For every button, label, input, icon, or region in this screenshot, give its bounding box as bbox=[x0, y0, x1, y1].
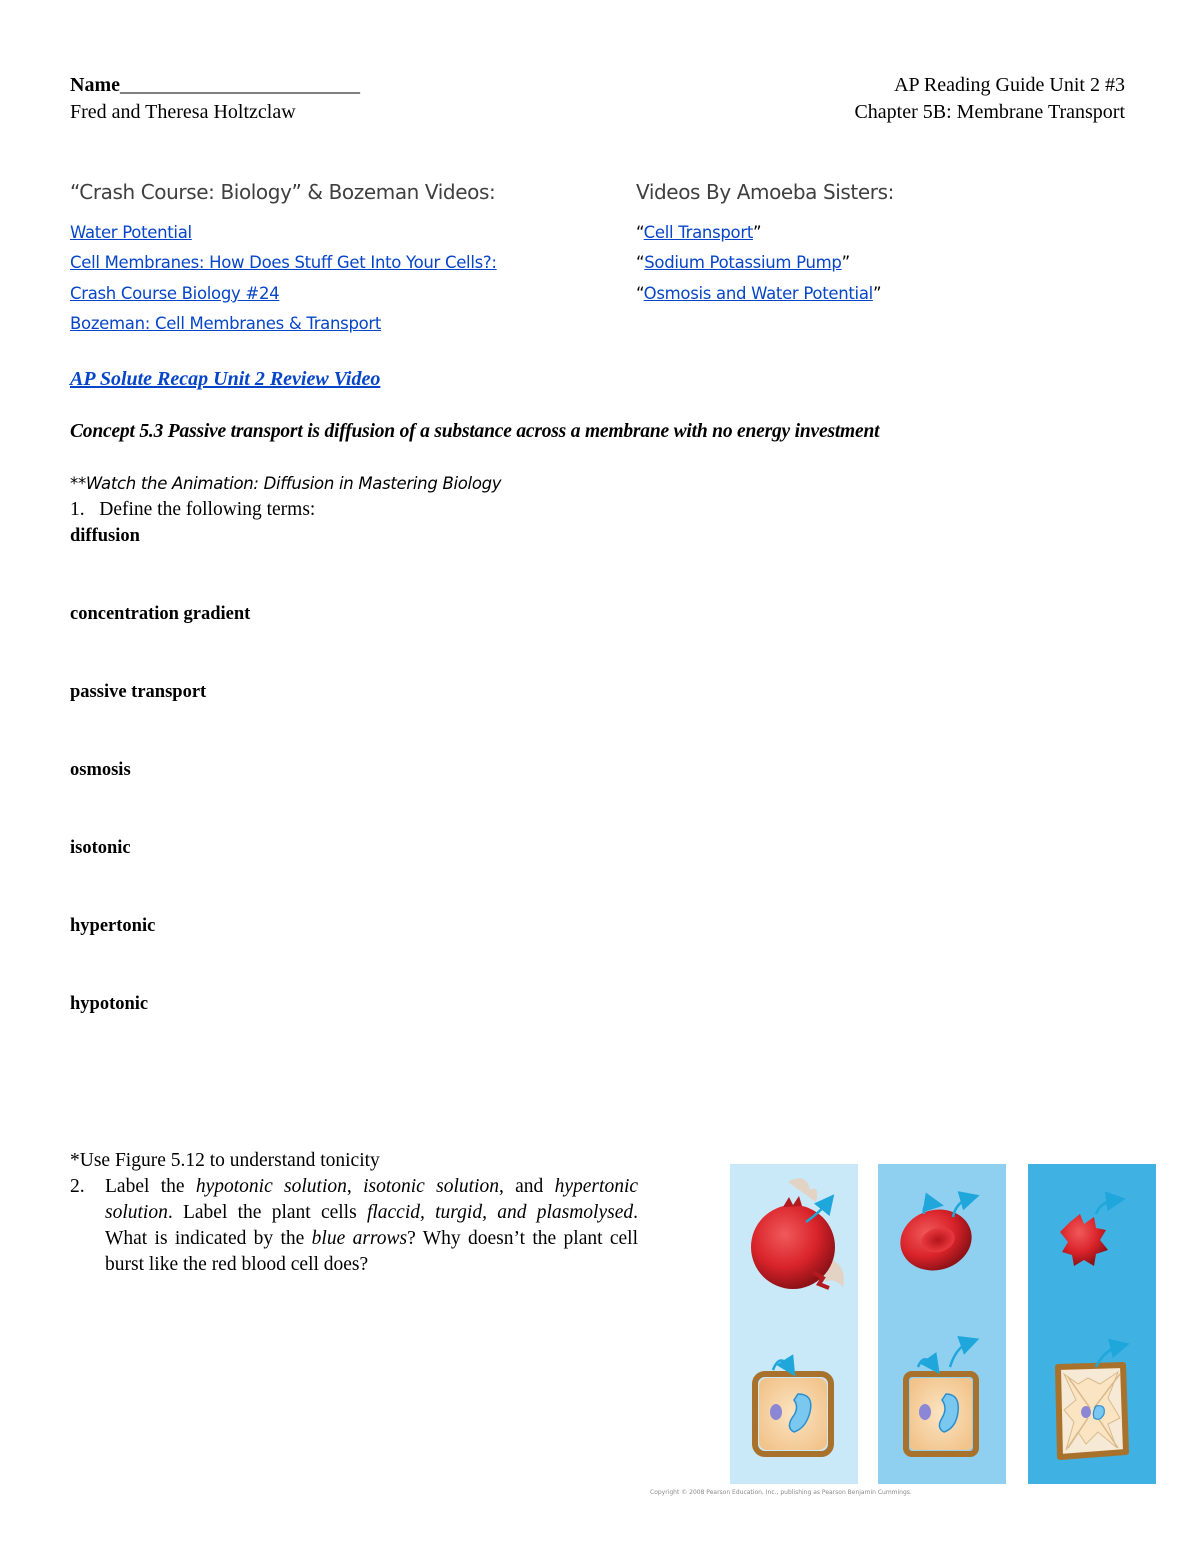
videos-left-heading: “Crash Course: Biology” & Bozeman Videos: bbox=[70, 180, 496, 204]
term-hypertonic: hypertonic bbox=[70, 916, 156, 936]
term-osmosis: osmosis bbox=[70, 760, 131, 780]
q2-part: Label the bbox=[105, 1176, 196, 1197]
q2-italic: hypertonic solution bbox=[105, 1176, 639, 1223]
chapter-title: Chapter 5B: Membrane Transport bbox=[854, 101, 1125, 123]
q2-body bbox=[70, 1174, 638, 1278]
tonicity-figure bbox=[728, 1162, 1158, 1487]
amoeba-item-2 bbox=[636, 253, 850, 272]
q2-italic: flaccid, turgid, and plasmolysed bbox=[366, 1202, 634, 1223]
concept-heading: Concept 5.3 Passive transport is diffusion of a substance across a membrane with no energy investment bbox=[70, 421, 880, 442]
q2-italic: isotonic solution bbox=[363, 1176, 499, 1197]
q1-number: 1. bbox=[70, 499, 85, 520]
guide-title: AP Reading Guide Unit 2 #3 bbox=[894, 74, 1125, 96]
name-blank[interactable]: ________________________ bbox=[119, 74, 360, 96]
amoeba-item-1 bbox=[636, 223, 761, 242]
video-link-crash-course-24[interactable]: Crash Course Biology #24 bbox=[70, 284, 280, 303]
term-passive-transport: passive transport bbox=[70, 682, 207, 702]
video-link-cell-membranes[interactable]: Cell Membranes: How Does Stuff Get Into Your Cells?: bbox=[70, 253, 497, 272]
name-label: Name bbox=[70, 74, 120, 96]
term-hypotonic: hypotonic bbox=[70, 994, 149, 1014]
q2-part: , and bbox=[498, 1176, 555, 1197]
recap-video-link[interactable]: AP Solute Recap Unit 2 Review Video bbox=[70, 368, 381, 390]
videos-right-heading: Videos By Amoeba Sisters: bbox=[636, 180, 894, 204]
q2-part: . What is indicated by the bbox=[105, 1202, 638, 1249]
close-quote: ” bbox=[752, 223, 762, 242]
open-quote: “ bbox=[636, 253, 645, 272]
q2-part: . Label the plant cells bbox=[167, 1202, 367, 1223]
plant-cell-turgid bbox=[755, 1360, 831, 1454]
q2-italic: hypotonic solution bbox=[195, 1176, 347, 1197]
video-link-water-potential[interactable]: Water Potential bbox=[70, 223, 192, 242]
q2-text bbox=[105, 1174, 638, 1278]
video-link-sodium-potassium[interactable]: Sodium Potassium Pump bbox=[644, 253, 842, 272]
authors: Fred and Theresa Holtzclaw bbox=[70, 101, 296, 123]
video-link-osmosis[interactable]: Osmosis and Water Potential bbox=[643, 284, 873, 303]
open-quote: “ bbox=[636, 284, 644, 303]
close-quote: ” bbox=[841, 253, 850, 272]
close-quote: ” bbox=[872, 284, 882, 303]
term-diffusion: diffusion bbox=[70, 526, 140, 546]
q1-prompt bbox=[70, 499, 315, 521]
q2-italic: blue arrows bbox=[311, 1228, 408, 1249]
amoeba-item-3 bbox=[636, 284, 881, 303]
q2-part: , bbox=[346, 1176, 364, 1197]
animation-note: **Watch the Animation: Diffusion in Mastering Biology bbox=[70, 474, 502, 493]
q2-number: 2. bbox=[70, 1176, 85, 1197]
q1-text: Define the following terms: bbox=[99, 499, 316, 520]
video-link-bozeman[interactable]: Bozeman: Cell Membranes & Transport bbox=[70, 314, 382, 333]
open-quote: “ bbox=[636, 223, 644, 242]
video-link-cell-transport[interactable]: Cell Transport bbox=[643, 223, 753, 242]
name-line bbox=[70, 74, 360, 97]
term-isotonic: isotonic bbox=[70, 838, 131, 858]
question-2 bbox=[70, 1148, 638, 1278]
term-concentration-gradient: concentration gradient bbox=[70, 604, 251, 624]
q2-part: ? Why doesn’t the plant cell burst like the red blood cell does? bbox=[105, 1228, 638, 1275]
tonicity-note: *Use Figure 5.12 to understand tonicity bbox=[70, 1150, 380, 1171]
figure-credit: Copyright © 2008 Pearson Education, Inc., publishing as Pearson Benjamin Cummings. bbox=[650, 1489, 912, 1496]
